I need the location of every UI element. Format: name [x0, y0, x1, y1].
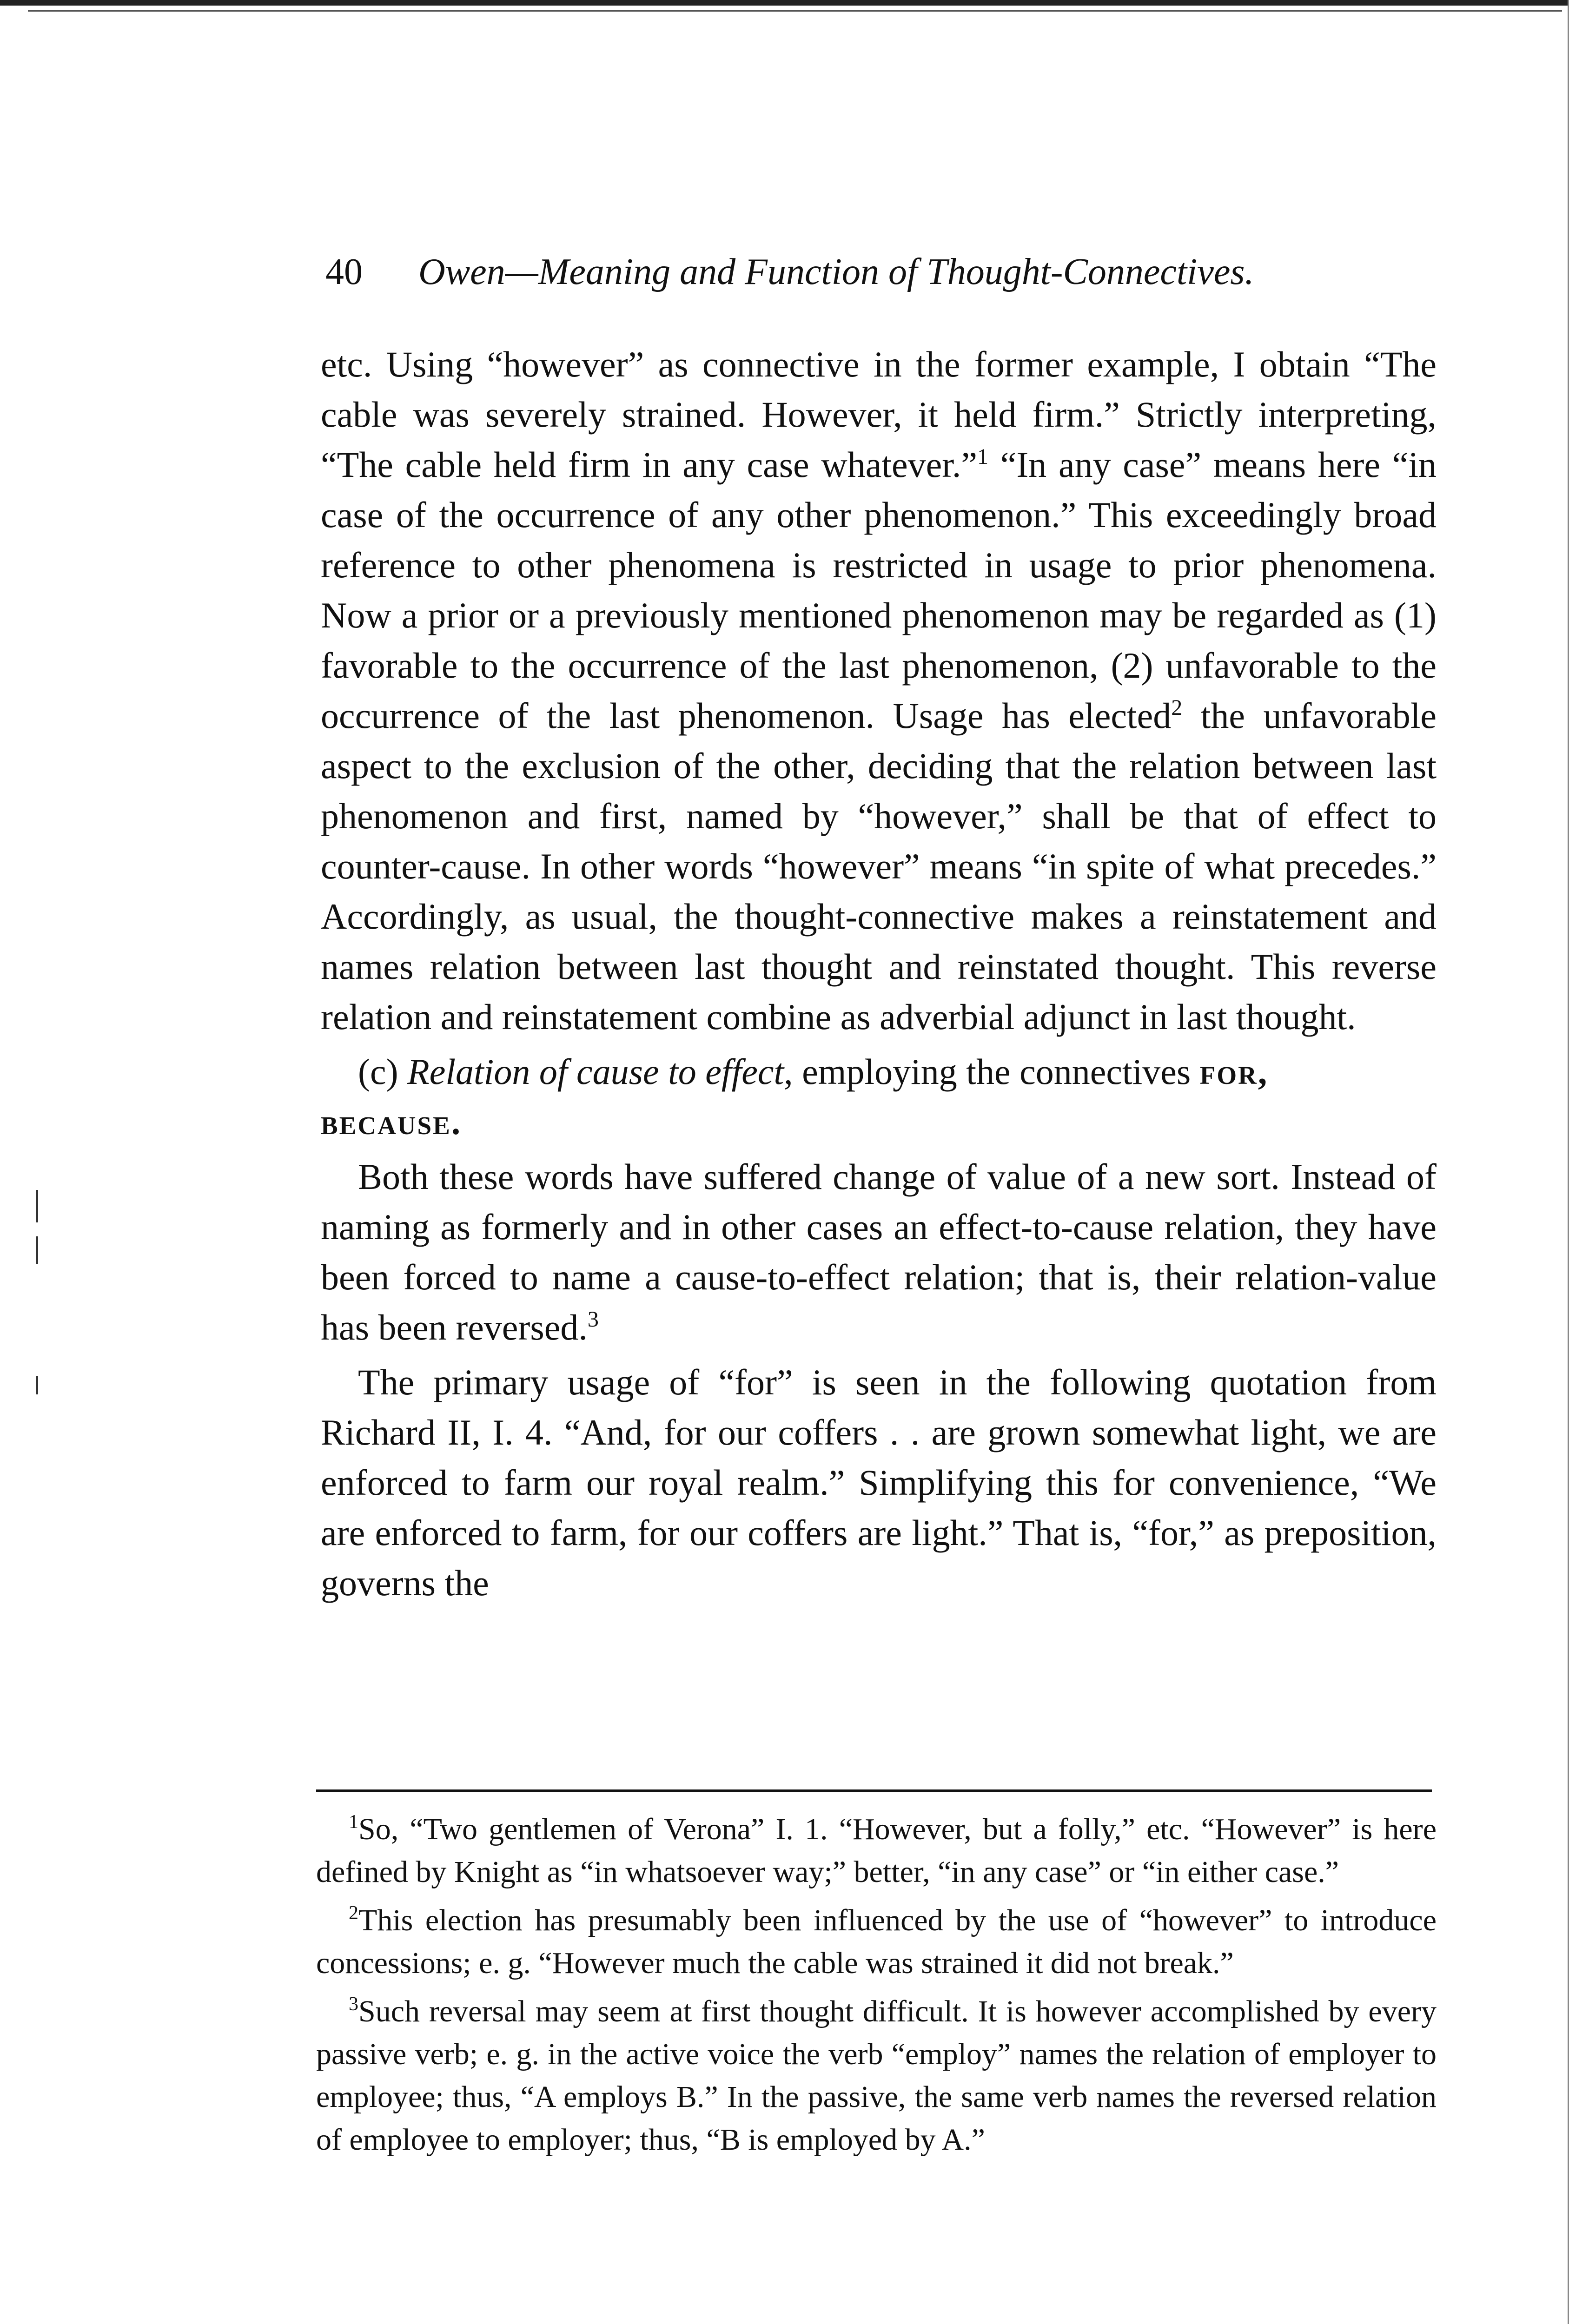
section-heading-cause-effect	[321, 1047, 1437, 1147]
footnote-text: So, “Two gentlemen of Verona” I. 1. “However, but a folly,” etc. “However” is here defined by Knight as “in whatsoever way;” better, “in any case” or “in either case.”	[316, 1812, 1437, 1889]
margin-mark	[36, 1190, 38, 1222]
paragraph-however-text-c: the unfavorable aspect to the exclusion of the other, deciding that the relation between last phenomenon and first, named by “however,” shall be that of effect to counter-cause. In other words “however” means “in spite of what precedes.” Accordingly, as usual, the thought-connective makes a reinstatement and names relation between last thought and reinstated thought. This reverse relation and reinstatement combine as adverbial adjunct in last thought.	[321, 695, 1437, 1037]
paragraph-primary-usage	[321, 1357, 1437, 1608]
footnote-marker: 2	[349, 1902, 358, 1924]
footnote-text: This election has presumably been influenced by the use of “however” to introduce concessions; e. g. “However much the cable was strained it did not break.”	[316, 1903, 1437, 1980]
section-heading-middle: , employing the connectives	[784, 1051, 1200, 1092]
footnote-ref-1: 1	[977, 444, 989, 469]
paragraph-reversal-text: Both these words have suffered change of value of a new sort. Instead of naming as formerly and in other cases an effect-to-cause relation, they have been forced to name a cause-to-effect relation; that is, their relation-value has been reversed.	[321, 1156, 1437, 1347]
footnote-1	[316, 1808, 1437, 1894]
margin-mark	[36, 1236, 38, 1264]
paragraph-primary-usage-text: The primary usage of “for” is seen in the following quotation from Richard II, I. 4. “And, for our coffers . . are grown somewhat light, we are enforced to farm our royal realm.” Simplifying this for convenience, “We are enforced to farm, for our coffers are light.” That is, “for,” as preposition, governs the	[321, 1362, 1437, 1603]
footnote-2	[316, 1899, 1437, 1985]
page-number: 40	[325, 251, 363, 292]
footnote-ref-2: 2	[1171, 695, 1183, 720]
running-header	[325, 251, 1441, 321]
connective-for: for,	[1199, 1051, 1269, 1092]
footnote-ref-3: 3	[587, 1307, 599, 1332]
connective-because: because.	[321, 1102, 462, 1142]
top-edge-thin-rule	[28, 10, 1562, 12]
footnote-divider	[316, 1789, 1432, 1792]
section-label: (c)	[358, 1051, 408, 1092]
paragraph-however-text-a: etc. Using “however” as connective in the former example, I obtain “The cable was severely strained. However, it held firm.” Strictly interpreting, “The cable held firm in any case whatever.”	[321, 344, 1437, 485]
paragraph-reversal	[321, 1152, 1437, 1353]
paragraph-however-text-b: “In any case” means here “in case of the occurrence of any other phenomenon.” This exceedingly broad reference to other phenomena is restricted in usage to prior phenomena. Now a prior or a previously mentioned phenomenon may be regarded as (1) favorable to the occurrence of the last phenomenon, (2) unfavorable to the occurrence of the last phenomenon. Usage has elected	[321, 444, 1437, 736]
footnote-marker: 1	[349, 1811, 358, 1833]
main-text	[321, 339, 1437, 1613]
footnote-marker: 3	[349, 1994, 358, 2015]
section-title: Relation of cause to effect	[407, 1051, 784, 1092]
running-title: Owen—Meaning and Function of Thought-Connectives.	[418, 251, 1254, 292]
footnotes	[316, 1808, 1437, 2167]
top-edge-rule	[0, 0, 1569, 6]
paragraph-however	[321, 339, 1437, 1042]
footnote-3	[316, 1990, 1437, 2161]
footnote-text: Such reversal may seem at first thought difficult. It is however accomplished by every passive verb; e. g. in the active voice the verb “employ” names the relation of employer to employee; thus, “A employs B.” In the passive, the same verb names the reversed relation of employee to employer; thus, “B is employed by A.”	[316, 1994, 1437, 2157]
margin-mark	[36, 1376, 38, 1394]
